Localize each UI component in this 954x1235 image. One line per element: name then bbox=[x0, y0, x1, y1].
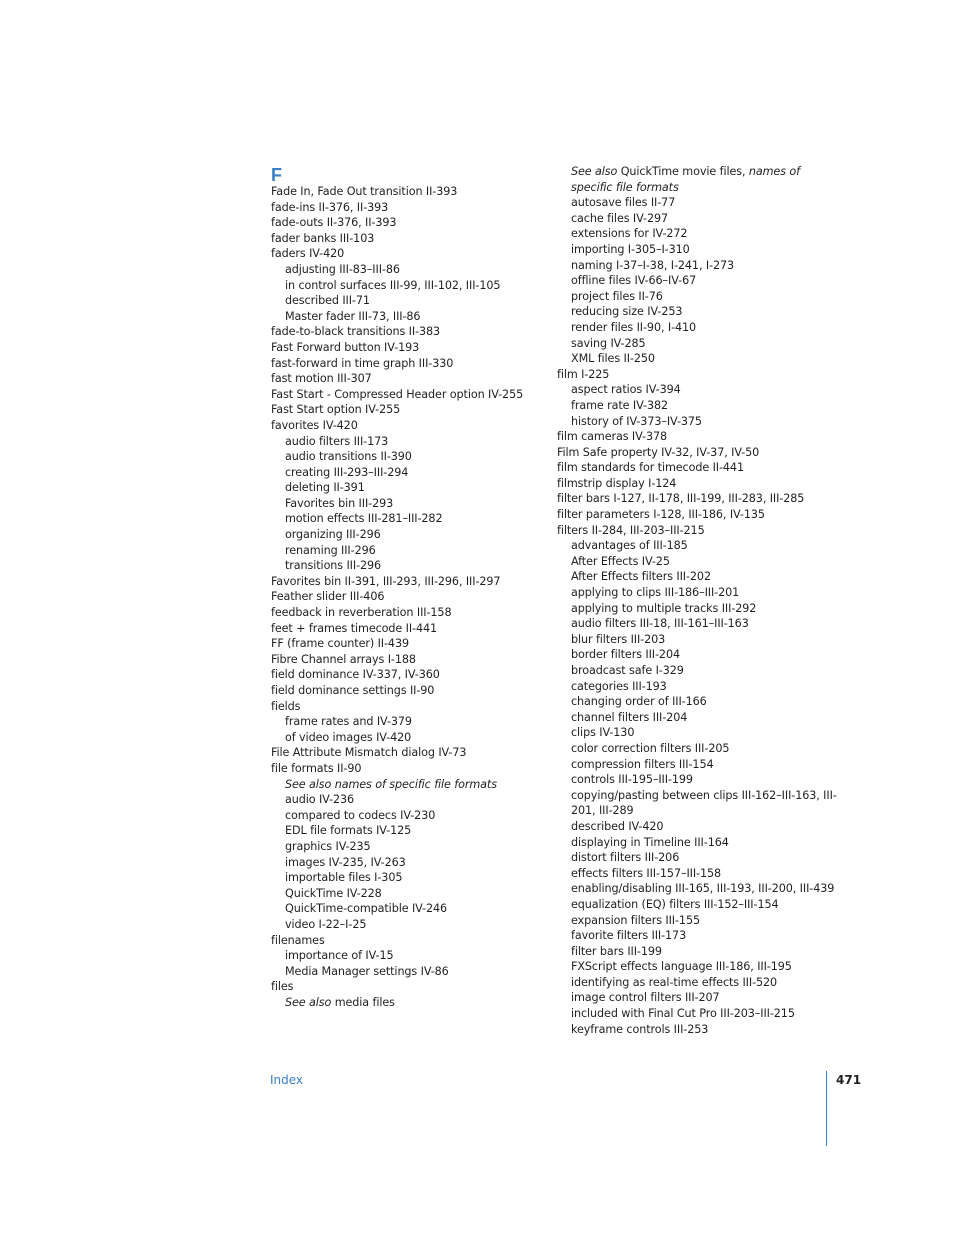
index-subentry: blur filters III-203 bbox=[571, 632, 666, 646]
index-subentry: video I-22–I-25 bbox=[285, 917, 367, 931]
index-entry: File Attribute Mismatch dialog IV-73 bbox=[271, 746, 467, 760]
index-subentry: saving IV-285 bbox=[571, 336, 646, 350]
index-subentry: filter bars III-199 bbox=[571, 944, 662, 958]
index-subentry: project files II-76 bbox=[571, 289, 663, 303]
index-entry: field dominance IV-337, IV-360 bbox=[271, 668, 440, 682]
index-subentry: categories III-193 bbox=[571, 679, 667, 693]
index-entry: Feather slider III-406 bbox=[271, 590, 385, 604]
index-entry: FF (frame counter) II-439 bbox=[271, 637, 409, 651]
index-subentry: advantages of III-185 bbox=[571, 539, 688, 553]
index-subentry: copying/pasting between clips III-162–III-163, III-201, III-289 bbox=[571, 788, 837, 818]
index-subentry: of video images IV-420 bbox=[285, 730, 412, 744]
index-entry: fade-ins II-376, II-393 bbox=[271, 200, 389, 214]
index-subentry: included with Final Cut Pro III-203–III-215 bbox=[571, 1007, 795, 1021]
index-subentry: controls III-195–III-199 bbox=[571, 773, 693, 787]
index-subentry: channel filters III-204 bbox=[571, 710, 688, 724]
index-subentry: border filters III-204 bbox=[571, 648, 680, 662]
page-number: 471 bbox=[836, 1073, 862, 1087]
index-subentry: compared to codecs IV-230 bbox=[285, 808, 436, 822]
index-entry: filenames bbox=[271, 933, 325, 947]
index-entry: film standards for timecode II-441 bbox=[557, 461, 744, 475]
index-subentry: importance of IV-15 bbox=[285, 949, 394, 963]
index-subentry: reducing size IV-253 bbox=[571, 305, 683, 319]
index-entry: Favorites bin II-391, III-293, III-296, III-297 bbox=[271, 574, 501, 588]
index-subentry: See also names of specific file formats bbox=[285, 777, 497, 791]
index-subentry: naming I-37–I-38, I-241, I-273 bbox=[571, 258, 735, 272]
index-subentry: keyframe controls III-253 bbox=[571, 1022, 709, 1036]
section-letter: F bbox=[271, 165, 282, 185]
index-subentry: XML files II-250 bbox=[571, 352, 655, 366]
index-subentry: autosave files II-77 bbox=[571, 196, 676, 210]
index-subentry: broadcast safe I-329 bbox=[571, 664, 684, 677]
index-subentry: favorite filters III-173 bbox=[571, 929, 687, 943]
index-subentry: enabling/disabling III-165, III-193, III-200, III-439 bbox=[571, 882, 835, 896]
index-subentry: audio filters III-173 bbox=[285, 434, 389, 448]
index-subentry: changing order of III-166 bbox=[571, 695, 707, 709]
index-subentry: motion effects III-281–III-282 bbox=[285, 512, 443, 526]
index-subentry: frame rate IV-382 bbox=[571, 398, 668, 412]
index-subentry: cache files IV-297 bbox=[571, 211, 668, 225]
index-subentry: compression filters III-154 bbox=[571, 757, 714, 771]
index-subentry: extensions for IV-272 bbox=[571, 227, 688, 241]
index-subentry: transitions III-296 bbox=[285, 559, 382, 573]
index-subentry: described III-71 bbox=[285, 294, 370, 308]
index-entry: fade-outs II-376, II-393 bbox=[271, 216, 397, 230]
index-subentry: history of IV-373–IV-375 bbox=[571, 414, 702, 428]
index-entry: Fade In, Fade Out transition II-393 bbox=[271, 185, 458, 198]
index-entry: fade-to-black transitions II-383 bbox=[271, 325, 441, 339]
index-subentry: audio filters III-18, III-161–III-163 bbox=[571, 617, 749, 631]
index-subentry: applying to multiple tracks III-292 bbox=[571, 601, 757, 615]
index-entry: filters II-284, III-203–III-215 bbox=[557, 523, 705, 537]
index-subentry: Favorites bin III-293 bbox=[285, 496, 394, 510]
index-subentry: in control surfaces III-99, III-102, III-105 bbox=[285, 278, 501, 292]
footer-section-label: Index bbox=[270, 1073, 304, 1087]
index-entry: film cameras IV-378 bbox=[557, 430, 668, 444]
index-entry: film I-225 bbox=[557, 367, 610, 381]
index-entry: filter bars I-127, II-178, III-199, III-283, III-285 bbox=[557, 492, 805, 506]
index-subentry: See also QuickTime movie files, names of specific file formats bbox=[571, 165, 800, 194]
index-subentry: importable files I-305 bbox=[285, 871, 403, 885]
index-entry: field dominance settings II-90 bbox=[271, 684, 435, 697]
index-entry: filmstrip display I-124 bbox=[557, 476, 677, 490]
index-subentry: aspect ratios IV-394 bbox=[571, 383, 681, 397]
index-subentry: described IV-420 bbox=[571, 819, 664, 833]
index-subentry: audio IV-236 bbox=[285, 793, 355, 807]
index-entry: fast motion III-307 bbox=[271, 372, 372, 386]
index-subentry: deleting II-391 bbox=[285, 481, 365, 495]
index-subentry: identifying as real-time effects III-520 bbox=[571, 975, 778, 989]
index-subentry: equalization (EQ) filters III-152–III-154 bbox=[571, 897, 779, 911]
index-subentry: EDL file formats IV-125 bbox=[285, 824, 412, 838]
index-subentry: displaying in Timeline III-164 bbox=[571, 835, 729, 849]
footer-rule bbox=[826, 1071, 827, 1146]
index-subentry: Media Manager settings IV-86 bbox=[285, 964, 449, 978]
index-subentry: importing I-305–I-310 bbox=[571, 242, 690, 256]
index-subentry: QuickTime IV-228 bbox=[285, 886, 382, 900]
index-subentry: renaming III-296 bbox=[285, 543, 376, 557]
index-entry: Film Safe property IV-32, IV-37, IV-50 bbox=[557, 445, 760, 459]
index-entry: fields bbox=[271, 699, 301, 713]
index-entry: fader banks III-103 bbox=[271, 231, 375, 245]
index-subentry: effects filters III-157–III-158 bbox=[571, 866, 722, 880]
index-subentry: creating III-293–III-294 bbox=[285, 465, 409, 479]
index-subentry: FXScript effects language III-186, III-195 bbox=[571, 960, 792, 974]
index-entry: file formats II-90 bbox=[271, 761, 362, 775]
index-entry: feet + frames timecode II-441 bbox=[271, 621, 438, 635]
index-subentry: render files II-90, I-410 bbox=[571, 320, 697, 334]
index-entry: filter parameters I-128, III-186, IV-135 bbox=[557, 508, 765, 522]
index-subentry: image control filters III-207 bbox=[571, 991, 720, 1005]
index-subentry: color correction filters III-205 bbox=[571, 741, 730, 755]
index-column-left bbox=[271, 164, 549, 1010]
index-entry: Fast Start - Compressed Header option IV-255 bbox=[271, 387, 524, 401]
index-entry: favorites IV-420 bbox=[271, 418, 358, 432]
index-subentry: graphics IV-235 bbox=[285, 839, 371, 853]
index-entry: Fibre Channel arrays I-188 bbox=[271, 652, 416, 666]
index-subentry: distort filters III-206 bbox=[571, 851, 680, 865]
index-entry: fast-forward in time graph III-330 bbox=[271, 356, 454, 370]
index-subentry: audio transitions II-390 bbox=[285, 450, 412, 464]
index-entry: faders IV-420 bbox=[271, 247, 345, 261]
index-subentry: applying to clips III-186–III-201 bbox=[571, 586, 740, 600]
index-subentry: clips IV-130 bbox=[571, 726, 635, 740]
index-entry: Fast Start option IV-255 bbox=[271, 403, 401, 417]
index-subentry: adjusting III-83–III-86 bbox=[285, 262, 400, 276]
index-entry: feedback in reverberation III-158 bbox=[271, 606, 452, 620]
right-entry-list bbox=[557, 164, 839, 1037]
index-subentry: offline files IV-66–IV-67 bbox=[571, 274, 697, 288]
index-subentry: QuickTime-compatible IV-246 bbox=[285, 902, 448, 916]
index-subentry: After Effects IV-25 bbox=[571, 554, 670, 568]
index-subentry: Master fader III-73, III-86 bbox=[285, 309, 421, 323]
left-entry-list bbox=[271, 184, 549, 1010]
index-subentry: frame rates and IV-379 bbox=[285, 715, 412, 729]
index-subentry: See also media files bbox=[285, 995, 395, 1009]
index-entry: Fast Forward button IV-193 bbox=[271, 340, 420, 354]
index-subentry: organizing III-296 bbox=[285, 528, 381, 542]
index-column-right bbox=[557, 164, 839, 1037]
index-entry: files bbox=[271, 980, 294, 994]
index-subentry: expansion filters III-155 bbox=[571, 913, 700, 927]
index-subentry: images IV-235, IV-263 bbox=[285, 855, 406, 869]
index-subentry: After Effects filters III-202 bbox=[571, 570, 711, 584]
